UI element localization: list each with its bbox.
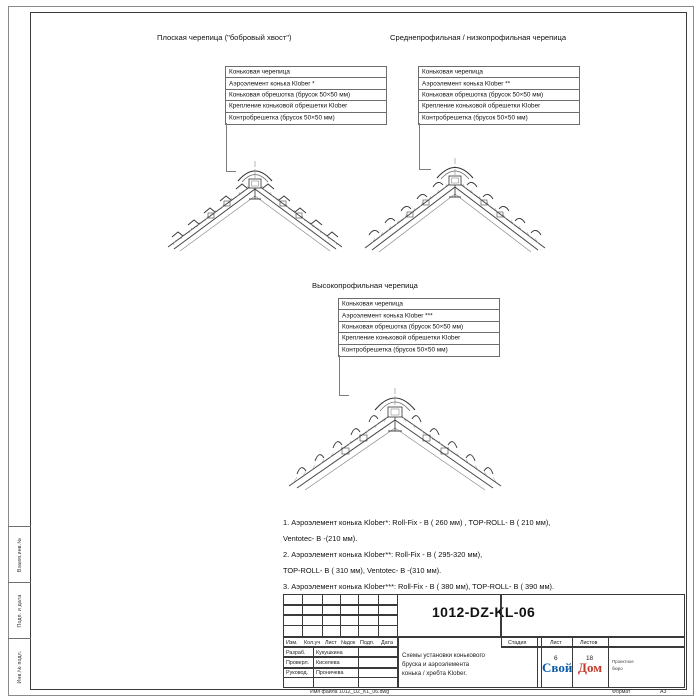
note-line-3: 2. Аэроэлемент конька Klober**: Roll-Fix - B ( 295-320 мм), xyxy=(283,550,483,559)
stage-header-stadiya: Стадия xyxy=(508,639,527,646)
company-logo-part2: Дом xyxy=(578,660,603,675)
section-title-high-tile: Высокопрофильная черепица xyxy=(312,281,418,290)
legend-text: Контробрешетка (брусок 50×50 мм) xyxy=(229,114,335,122)
revision-grid-col xyxy=(302,594,303,637)
legend-row xyxy=(226,78,386,89)
role-name-rukovod: Проничева xyxy=(316,670,344,677)
left-stamp-column xyxy=(8,6,31,694)
stage-area xyxy=(501,594,685,637)
company-logo-sub2: бюро xyxy=(612,666,623,671)
note-line-4: TOP-ROLL- B ( 310 мм), Ventotec- B -(310 мм). xyxy=(283,566,442,575)
legend-text: Коньковая обрешотка (брусок 50×50 мм) xyxy=(342,323,464,331)
file-name-note: Имя файла 1012_DZ_KL_06.dwg xyxy=(310,689,390,695)
stamp-label-podp: Подп. и дата xyxy=(16,594,23,627)
revision-header-koluch: Кол.уч xyxy=(304,639,321,646)
format-label: Формат xyxy=(612,689,631,695)
legend-row xyxy=(226,101,386,112)
revision-header-list: Лист xyxy=(325,639,337,646)
stamp-label-inv: Инв.№ подл. xyxy=(16,649,23,684)
legend-row xyxy=(339,299,499,310)
legend-row xyxy=(419,78,579,89)
legend-row xyxy=(226,67,386,78)
legend-table-medium-tile xyxy=(418,66,580,125)
legend-text: Контробрешетка (брусок 50×50 мм) xyxy=(422,114,528,122)
legend-row xyxy=(419,67,579,78)
revision-header-data: Дата xyxy=(381,639,393,646)
legend-row xyxy=(339,310,499,321)
stamp-cell-podp xyxy=(8,582,31,638)
role-label-rukovod: Руковод. xyxy=(286,670,309,677)
legend-text: Коньковая черепица xyxy=(229,68,290,76)
format-value: A3 xyxy=(660,689,667,695)
legend-text: Крепление коньковой обрешетки Klober xyxy=(422,102,541,110)
legend-text: Коньковая обрешотка (брусок 50×50 мм) xyxy=(422,91,544,99)
section-title-medium-tile: Среднепрофильная / низкопрофильная черепица xyxy=(390,33,567,42)
section-title-flat-tile: Плоская черепица ("бобровый хвост") xyxy=(157,33,292,42)
roles-col-divider xyxy=(358,647,359,688)
stamp-cell-vzaim xyxy=(8,526,31,582)
legend-row xyxy=(419,101,579,112)
drawing-title-line-1: Схемы установки конькового xyxy=(402,652,486,659)
role-label-prover: Проверл. xyxy=(286,659,310,666)
revision-grid-col xyxy=(378,594,379,637)
note-line-1: 1. Аэроэлемент конька Klober*: Roll-Fix - B ( 260 мм) , TOP-ROLL- B ( 210 мм), xyxy=(283,518,551,527)
legend-table-high-tile xyxy=(338,298,500,357)
legend-table-flat-tile xyxy=(225,66,387,125)
stage-header-listov: Листов xyxy=(580,639,598,646)
legend-text: Крепление коньковой обрешетки Klober xyxy=(342,334,461,342)
legend-row xyxy=(226,90,386,101)
revision-header-ndok: №док xyxy=(341,639,356,646)
revision-header-podp: Подп. xyxy=(360,639,375,646)
stamp-label-vzaim: Взаим.инв.№ xyxy=(16,537,23,572)
legend-row xyxy=(226,113,386,124)
stage-value-listov: 18 xyxy=(586,655,594,662)
legend-row xyxy=(339,322,499,333)
revision-header-izm: Изм. xyxy=(286,639,298,646)
legend-text: Аэроэлемент конька Klober *** xyxy=(342,312,433,320)
stamp-cell-inv xyxy=(8,638,31,694)
note-line-5: 3. Аэроэлемент конька Klober***: Roll-Fix - B ( 380 мм), TOP-ROLL- B ( 390 мм). xyxy=(283,582,555,591)
legend-row xyxy=(339,333,499,344)
role-name-prover: Киселева xyxy=(316,659,340,666)
legend-text: Крепление коньковой обрешетки Klober xyxy=(229,102,348,110)
revision-grid-col xyxy=(322,594,323,637)
detail-drawing-high-tile xyxy=(265,378,525,498)
legend-row xyxy=(419,90,579,101)
stage-value-list: 6 xyxy=(554,655,558,662)
revision-grid-col xyxy=(358,594,359,637)
company-logo-sub1: Проектное xyxy=(612,659,634,664)
legend-text: Аэроэлемент конька Klober * xyxy=(229,80,315,88)
drawing-code: 1012-DZ-KL-06 xyxy=(432,604,536,620)
detail-drawing-flat-tile xyxy=(150,155,360,260)
revision-grid-col xyxy=(340,594,341,637)
legend-text: Контробрешетка (брусок 50×50 мм) xyxy=(342,346,448,354)
legend-row xyxy=(419,113,579,124)
detail-drawing-medium-tile xyxy=(345,150,565,260)
roles-col-divider xyxy=(313,647,314,688)
role-name-razrab: Кукушкина xyxy=(316,649,343,656)
legend-row xyxy=(339,345,499,356)
legend-text: Коньковая обрешотка (брусок 50×50 мм) xyxy=(229,91,351,99)
company-logo-part1: Свой xyxy=(542,660,573,675)
drawing-title-line-3: конька / хребта Klober. xyxy=(402,670,467,677)
stage-header-list: Лист xyxy=(550,639,562,646)
legend-text: Коньковая черепица xyxy=(342,300,403,308)
legend-text: Аэроэлемент конька Klober ** xyxy=(422,80,511,88)
drawing-title-line-2: бруска и аэроэлемента xyxy=(402,661,470,668)
legend-text: Коньковая черепица xyxy=(422,68,483,76)
role-label-razrab: Разраб. xyxy=(286,649,306,656)
note-line-2: Ventotec- B -(210 мм). xyxy=(283,534,358,543)
